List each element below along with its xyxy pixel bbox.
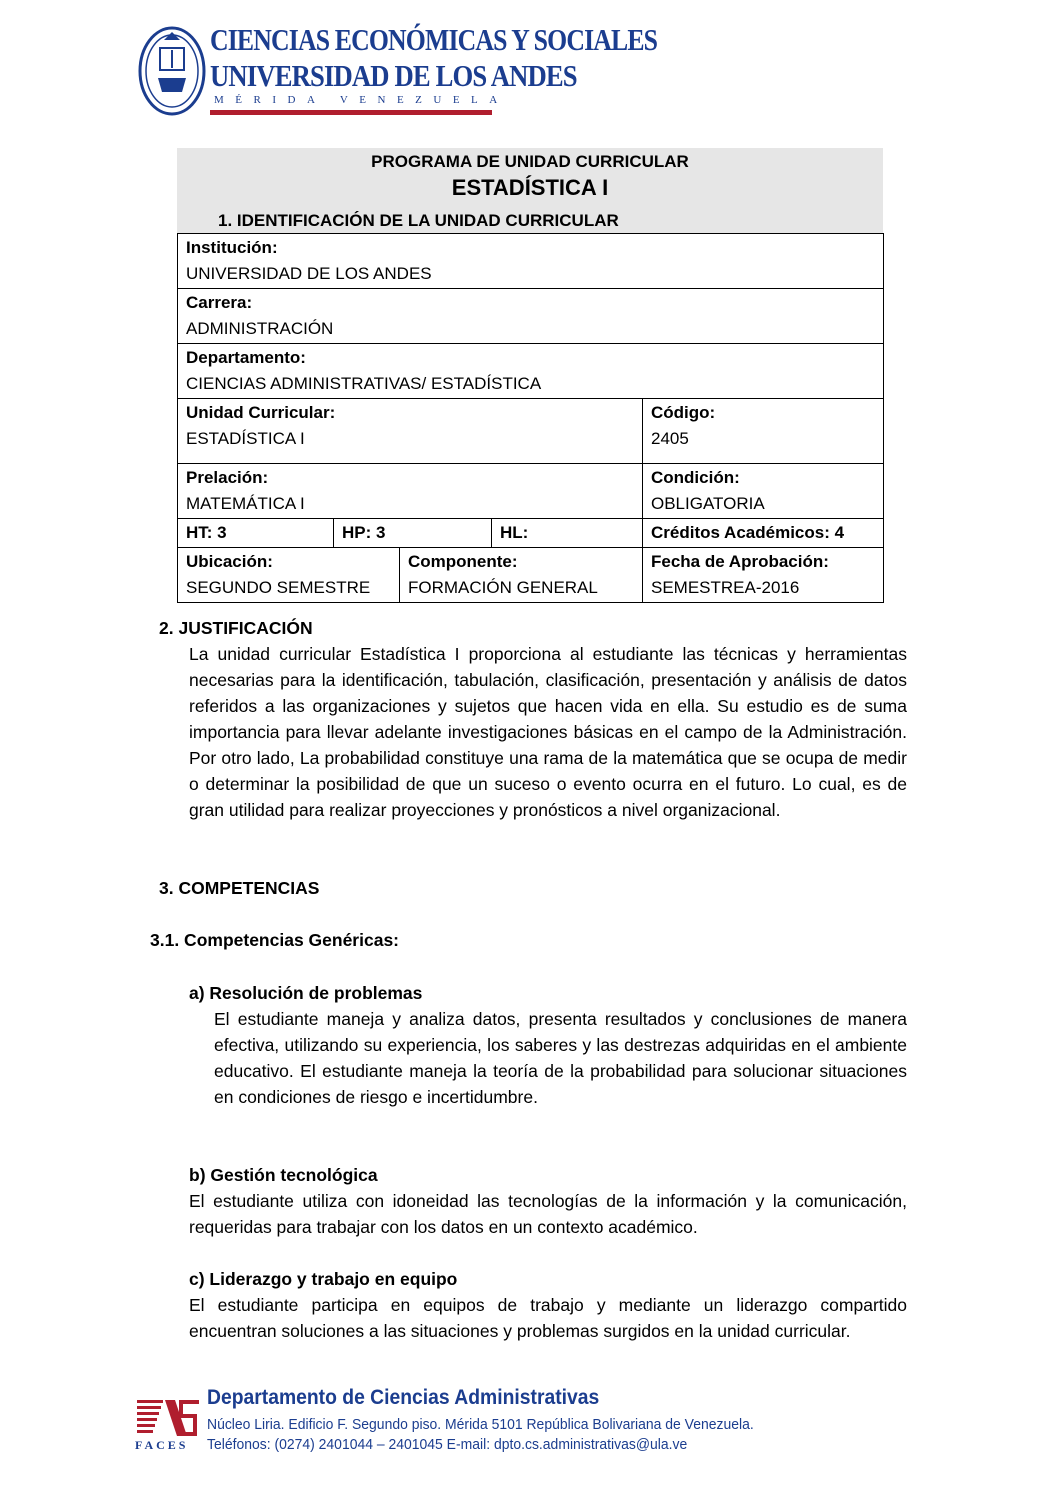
fecha-label: Fecha de Aprobación: [651, 552, 829, 571]
section-3-heading: 3. COMPETENCIAS [159, 878, 320, 898]
departamento-value: CIENCIAS ADMINISTRATIVAS/ ESTADÍSTICA [186, 374, 542, 393]
hl-value: HL: [500, 523, 529, 542]
codigo-label: Código: [651, 403, 716, 422]
university-seal-icon [138, 26, 206, 116]
section-1-heading: 1. IDENTIFICACIÓN DE LA UNIDAD CURRICULAR [218, 211, 619, 230]
competencia-c-title: c) Liderazgo y trabajo en equipo [189, 1269, 458, 1289]
header-faculty-name: CIENCIAS ECONÓMICAS Y SOCIALES [210, 22, 658, 57]
competencia-a-text: El estudiante maneja y analiza datos, presenta resultados y conclusiones de manera efectiva, utilizando su experiencia, los saberes y las destrezas adquiridas en el ambiente educativo. El estudiante maneja la teoría de la probabilidad para solucionar situaciones en condiciones de riesgo e incertidumbre. [214, 1009, 907, 1107]
componente-label: Componente: [408, 552, 518, 571]
table-row [178, 399, 884, 464]
competencia-b-text: El estudiante utiliza con idoneidad las tecnologías de la información y la comunicación, requeridas para trabajar con los datos en un contexto académico. [189, 1191, 907, 1237]
carrera-value: ADMINISTRACIÓN [186, 319, 334, 338]
condicion-label: Condición: [651, 468, 740, 487]
footer-department-name: Departamento de Ciencias Administrativas [207, 1386, 600, 1409]
ubicacion-label: Ubicación: [186, 552, 273, 571]
ht-value: HT: 3 [186, 523, 227, 542]
unidad-label: Unidad Curricular: [186, 403, 336, 422]
course-title: ESTADÍSTICA I [451, 175, 609, 200]
header-location: MÉRIDA VENEZUELA [214, 94, 509, 106]
section-3-1-heading: 3.1. Competencias Genéricas: [150, 930, 399, 950]
ubicacion-value: SEGUNDO SEMESTRE [186, 578, 371, 597]
table-row [178, 234, 884, 289]
competencia-a-title: a) Resolución de problemas [189, 983, 423, 1003]
footer-address: Núcleo Liria. Edificio F. Segundo piso. Mérida 5101 República Bolivariana de Venezuela. [207, 1416, 754, 1433]
university-header-logo [138, 22, 658, 120]
condicion-value: OBLIGATORIA [651, 494, 765, 513]
hp-value: HP: 3 [342, 523, 386, 542]
department-footer [135, 1386, 754, 1456]
competencia-b-title: b) Gestión tecnológica [189, 1165, 378, 1185]
table-row [178, 519, 884, 548]
competencia-c-text: El estudiante participa en equipos de trabajo y mediante un liderazgo compartido encuentran soluciones a las situaciones y problemas surgidos en la unidad curricular. [189, 1295, 907, 1341]
institucion-label: Institución: [186, 238, 278, 257]
table-row [178, 289, 884, 344]
identification-table [177, 233, 884, 603]
table-row [178, 344, 884, 399]
componente-value: FORMACIÓN GENERAL [408, 578, 598, 597]
faces-label: FACES [135, 1438, 189, 1452]
footer-contact: Teléfonos: (0274) 2401044 – 2401045 E-mail: dpto.cs.administrativas@ula.ve [207, 1436, 688, 1453]
table-row [178, 548, 884, 603]
carrera-label: Carrera: [186, 293, 253, 312]
institucion-value: UNIVERSIDAD DE LOS ANDES [186, 264, 432, 283]
section-2-heading: 2. JUSTIFICACIÓN [159, 618, 313, 638]
justificacion-text: La unidad curricular Estadística I proporciona al estudiante las técnicas y herramientas necesarias para la identificación, tabulación, clasificación, presentación y análisis de datos referidos a las organizaciones y sujetos que hacen vida en ella. Su estudio es de suma importancia para llevar adelante investigaciones básicas en el campo de la Administración. Por otro lado, La probabilidad constituye una rama de la matemática que se ocupa de medir o determinar la posibilidad de que un suceso o evento ocurra en el futuro. Lo cual, es de gran utilidad para realizar proyecciones y pronósticos a nivel organizacional. [189, 644, 907, 820]
header-university-name: UNIVERSIDAD DE LOS ANDES [210, 58, 577, 93]
prelacion-value: MATEMÁTICA I [186, 494, 305, 513]
table-row [178, 464, 884, 519]
program-title: PROGRAMA DE UNIDAD CURRICULAR [371, 152, 689, 171]
creditos-value: Créditos Académicos: 4 [651, 523, 845, 542]
prelacion-label: Prelación: [186, 468, 269, 487]
header-divider [210, 110, 492, 115]
codigo-value: 2405 [651, 429, 689, 448]
departamento-label: Departamento: [186, 348, 306, 367]
unidad-value: ESTADÍSTICA I [186, 429, 305, 448]
fecha-value: SEMESTREA-2016 [651, 578, 800, 597]
